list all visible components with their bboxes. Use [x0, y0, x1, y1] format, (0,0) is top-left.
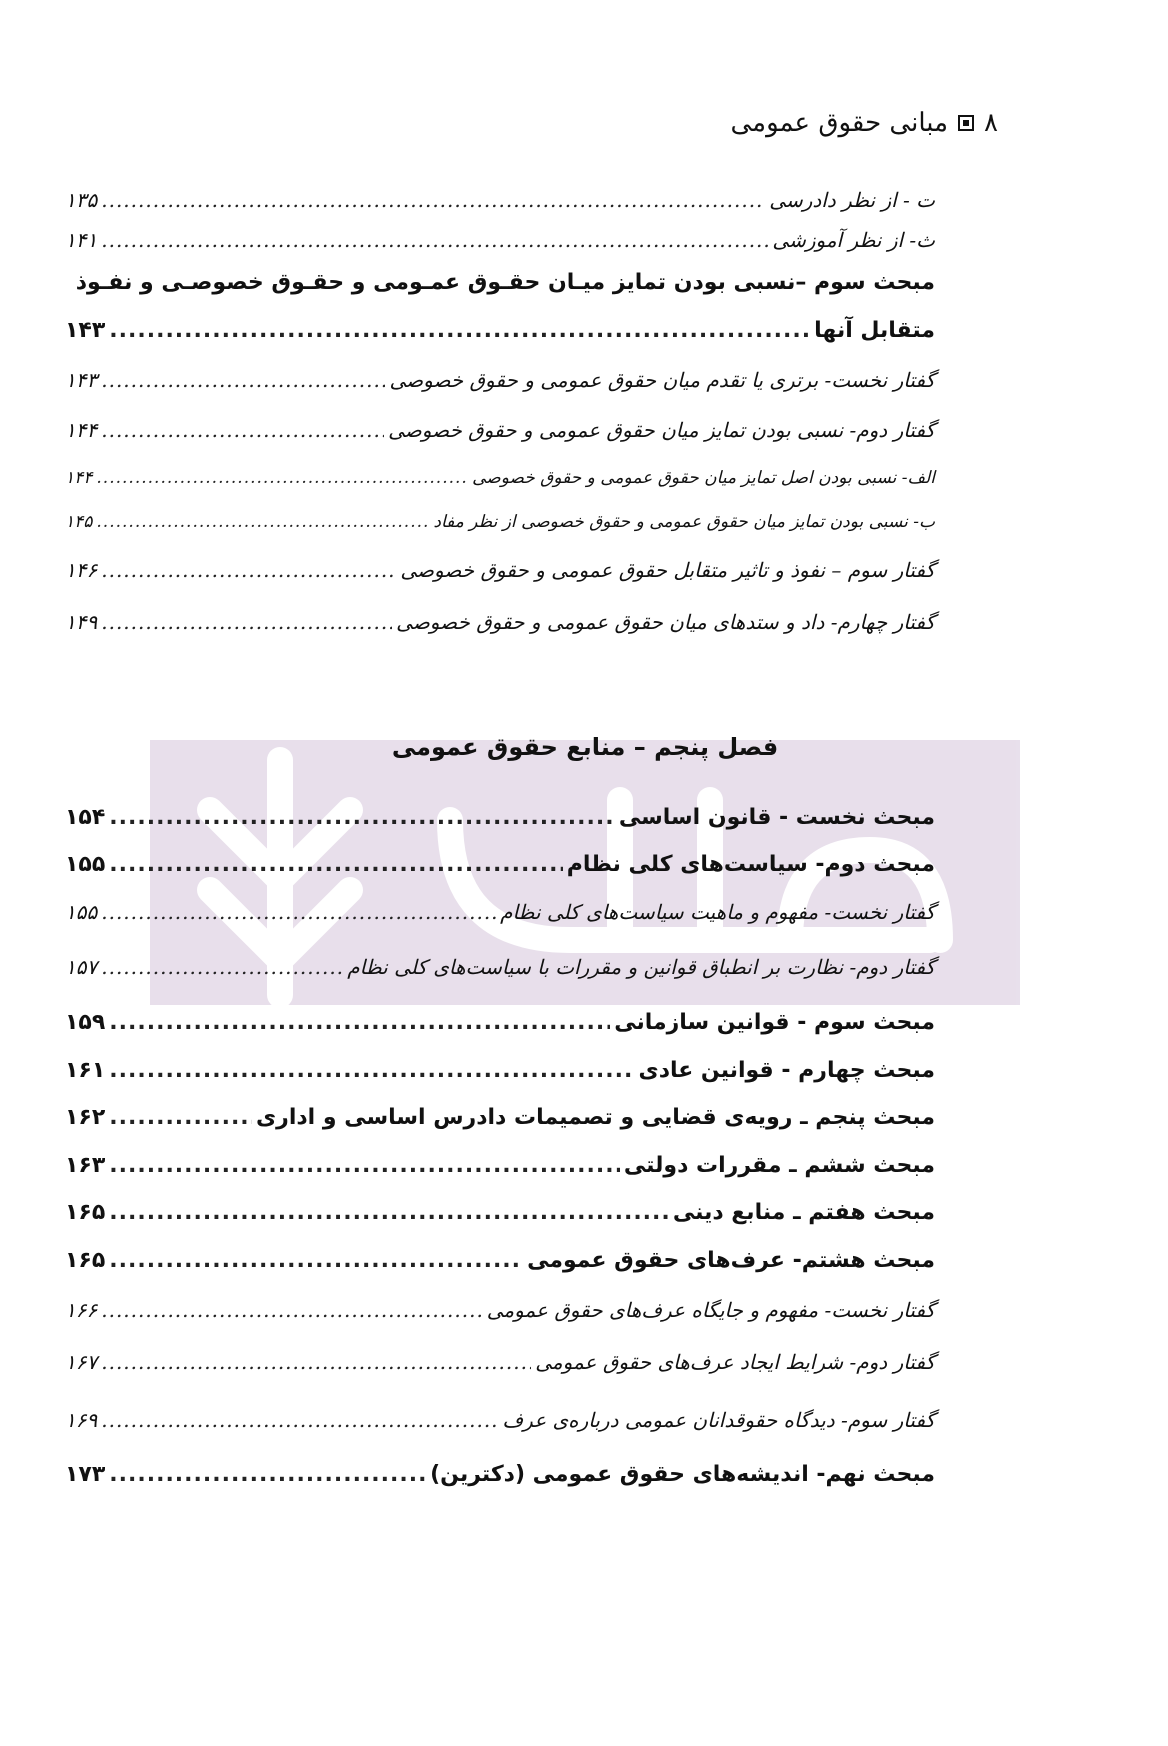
leader-dots	[109, 1248, 523, 1273]
toc-entry-page: ۱۷۳	[65, 1462, 106, 1487]
section-heading-line1: مبحث سوم –نسبی بودن تمایز میـان حقـوق عمـومی و حقـوق خصوصـی و نفـوذ	[75, 270, 935, 295]
toc-entry-page: ۱۴۹	[65, 610, 98, 634]
toc-entry-page: ۱۴۶	[65, 558, 98, 582]
toc-entry-text: ث- از نظر آموزشی	[772, 228, 935, 252]
toc-entry	[65, 512, 935, 532]
square-bullet-icon	[958, 115, 974, 131]
leader-dots	[109, 1462, 426, 1487]
toc-entry-text: مبحث هشتم- عرف‌های حقوق عمومی	[527, 1248, 935, 1273]
toc-entry	[65, 1010, 935, 1035]
toc-entry-page: ۱۶۹	[65, 1408, 98, 1432]
toc-entry	[65, 900, 935, 924]
toc-entry	[65, 610, 935, 634]
toc-entry-page: ۱۴۳	[65, 318, 106, 343]
toc-entry-page: ۱۴۱	[65, 228, 98, 252]
toc-entry	[65, 805, 935, 830]
leader-dots	[101, 558, 396, 582]
toc-entry-page: ۱۴۴	[65, 468, 93, 488]
toc-entry-text: گفتار نخست- برتری یا تقدم میان حقوق عمومی و حقوق خصوصی	[389, 368, 935, 392]
toc-entry-text: مبحث نهم- اندیشه‌های حقوق عمومی (دکترین)	[430, 1462, 935, 1487]
toc-entry-text: گفتار دوم- نسبی بودن تمایز میان حقوق عمومی و حقوق خصوصی	[388, 418, 935, 442]
leader-dots	[109, 1105, 252, 1130]
toc-entry-text: مبحث نخست - قانون اساسی	[618, 805, 935, 830]
toc-entry-text: گفتار سوم- دیدگاه حقوقدانان عمومی درباره‌ی عرف	[502, 1408, 935, 1432]
toc-entry-page: ۱۶۵	[65, 1248, 106, 1273]
toc-entry	[65, 368, 935, 392]
toc-entry	[65, 228, 935, 252]
toc-entry	[65, 1298, 935, 1322]
leader-dots	[109, 1010, 610, 1035]
toc-entry-page: ۱۶۷	[65, 1350, 98, 1374]
toc-entry-text: گفتار نخست- مفهوم و جایگاه عرف‌های حقوق عمومی	[486, 1298, 935, 1322]
toc-entry-page: ۱۳۵	[65, 188, 98, 212]
toc-entry-text: مبحث دوم- سیاست‌های کلی نظام	[566, 852, 935, 877]
toc-entry-text: مبحث پنجم ـ رویه‌ی قضایی و تصمیمات دادرس اساسی و اداری	[256, 1105, 935, 1130]
toc-entry-text: الف- نسبی بودن اصل تمایز میان حقوق عمومی و حقوق خصوصی	[472, 468, 935, 488]
toc-entry	[65, 188, 935, 212]
toc-entry-text: مبحث سوم - قوانین سازمانی	[614, 1010, 935, 1035]
toc-entry-page: ۱۴۵	[65, 512, 93, 532]
leader-dots	[109, 318, 810, 343]
toc-entry-text: گفتار دوم- شرایط ایجاد عرف‌های حقوق عمومی	[535, 1350, 935, 1374]
leader-dots	[96, 512, 429, 532]
leader-dots	[101, 1298, 483, 1322]
page-number: ۸	[984, 108, 998, 138]
toc-entry	[65, 1408, 935, 1432]
toc-entry	[65, 955, 935, 979]
leader-dots	[101, 418, 384, 442]
leader-dots	[109, 852, 563, 877]
toc-entry-page: ۱۵۵	[65, 852, 106, 877]
toc-entry-text: ب- نسبی بودن تمایز میان حقوق عمومی و حقوق خصوصی از نظر مفاد	[433, 512, 935, 532]
toc-entry	[65, 852, 935, 877]
toc-entry-text: مبحث ششم ـ مقررات دولتی	[623, 1153, 935, 1178]
toc-entry-page: ۱۶۲	[65, 1105, 106, 1130]
toc-entry-page: ۱۴۳	[65, 368, 98, 392]
leader-dots	[101, 188, 765, 212]
toc-entry-heading	[65, 318, 935, 343]
toc-entry	[65, 1200, 935, 1225]
toc-entry	[65, 418, 935, 442]
book-title: مبانی حقوق عمومی	[730, 108, 949, 138]
leader-dots	[101, 955, 343, 979]
toc-entry-text: گفتار دوم- نظارت بر انطباق قوانین و مقررات با سیاست‌های کلی نظام	[347, 955, 935, 979]
toc-entry-page: ۱۶۱	[65, 1058, 106, 1083]
toc-entry	[65, 468, 935, 488]
toc-entry-page: ۱۵۷	[65, 955, 98, 979]
toc-entry-text: مبحث چهارم - قوانین عادی	[638, 1058, 935, 1083]
leader-dots	[101, 368, 385, 392]
toc-entry-text: مبحث هفتم ـ منابع دینی	[672, 1200, 935, 1225]
leader-dots	[101, 610, 392, 634]
toc-entry	[65, 1058, 935, 1083]
leader-dots	[101, 228, 768, 252]
toc-entry	[65, 558, 935, 582]
toc-entry-text: ت - از نظر دادرسی	[769, 188, 935, 212]
leader-dots	[109, 1200, 669, 1225]
toc-entry-page: ۱۶۳	[65, 1153, 106, 1178]
leader-dots	[109, 1058, 634, 1083]
toc-entry	[65, 1350, 935, 1374]
leader-dots	[101, 900, 496, 924]
toc-entry	[65, 1248, 935, 1273]
toc-entry-page: ۱۵۹	[65, 1010, 106, 1035]
chapter-title: فصل پنجم – منابع حقوق عمومی	[391, 733, 779, 761]
leader-dots	[109, 805, 615, 830]
toc-entry	[65, 1462, 935, 1487]
toc-entry-text: گفتار نخست- مفهوم و ماهیت سیاست‌های کلی نظام	[500, 900, 935, 924]
page-header	[730, 108, 998, 138]
toc-entry	[65, 1105, 935, 1130]
leader-dots	[109, 1153, 620, 1178]
toc-entry	[65, 1153, 935, 1178]
toc-entry-page: ۱۶۶	[65, 1298, 98, 1322]
leader-dots	[96, 468, 468, 488]
leader-dots	[101, 1408, 498, 1432]
toc-entry-page: ۱۶۵	[65, 1200, 106, 1225]
toc-entry-text: گفتار سوم – نفوذ و تاثیر متقابل حقوق عمومی و حقوق خصوصی	[400, 558, 935, 582]
toc-entry-page: ۱۵۵	[65, 900, 98, 924]
toc-entry-text: گفتار چهارم- داد و ستدهای میان حقوق عمومی و حقوق خصوصی	[396, 610, 935, 634]
toc-entry-page: ۱۵۴	[65, 805, 106, 830]
toc-entry-text: متقابل آنها	[814, 318, 935, 343]
leader-dots	[101, 1350, 531, 1374]
toc-entry-page: ۱۴۴	[65, 418, 98, 442]
